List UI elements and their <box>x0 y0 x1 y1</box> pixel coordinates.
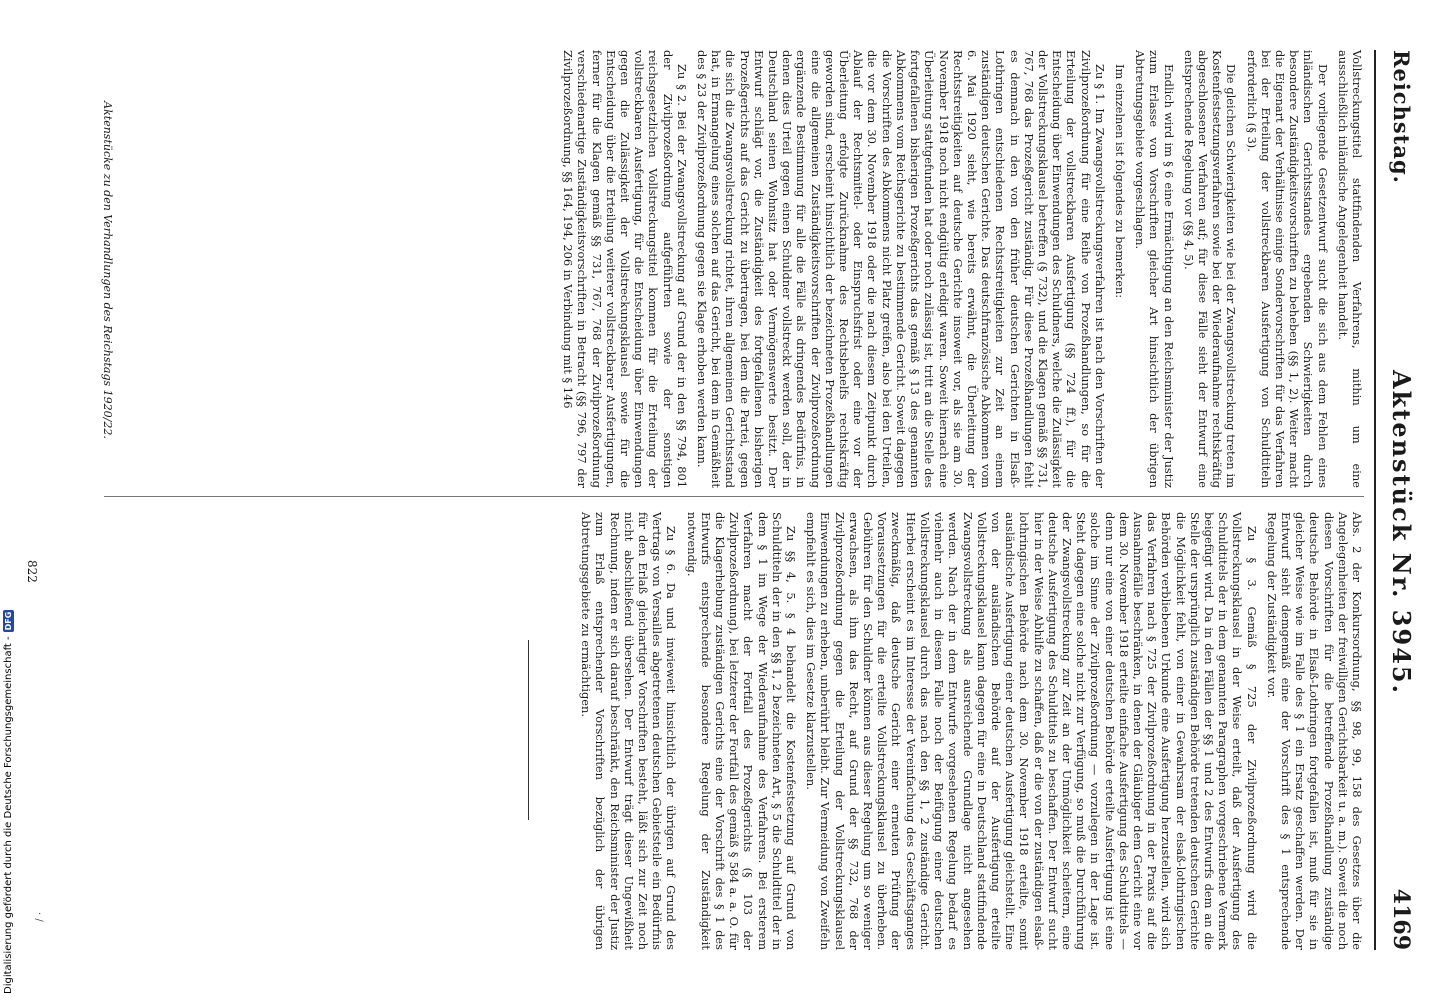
left-text-column <box>64 50 1364 488</box>
paragraph: Im einzelnen ist folgendes zu bemerken: <box>1112 64 1127 299</box>
digitization-credit <box>0 0 16 1000</box>
paragraph: Die gleichen Schwierigkeiten wie bei der Zwangsvollstreckung treten im Kostenfestsetzungsverfahren sowie bei der Wiederaufnahme rechtskräftig abgeschlossener Verfahren auf; für diese Fälle sieht der Entwurf eine entsprechende Regelung vor (§§ 4, 5). <box>1181 50 1239 488</box>
page-header <box>1380 50 1420 950</box>
paragraph: Zu § 1. Im Zwangsvollstreckungsverfahren ist nach den Vorschriften der Zivilprozeßordnung für eine Reihe von Prozeßhandlungen, so für die Erteilung der vollstreckbaren Ausfertigung (§§ 724 ff.), für die Entscheidung über Einwendungen des Schuldners, welche die Zulässigkeit der Vollstreckungsklausel betreffen (§ 732), und die Klagen gemäß §§ 731, 767, 768 das Prozeßgericht zuständig. Für diese Prozeßhandlungen fehlt es demnach in den von den früher deutschen Gerichten in Elsaß-Lothringen entschiedenen Rechtsstreitigkeiten zur Zeit an einem zuständigen deutschen Gerichte. Das deutschfranzösische Abkommen vom 6. Mai 1920 sieht, wie bereits erwähnt, die Überleitung der Rechtsstreitigkeiten auf deutsche Gerichte insoweit vor, als sie am 30. November 1918 noch nicht endgültig erledigt waren. Soweit hiernach eine Überleitung stattgefunden hat oder noch zulässig ist, tritt an die Stelle des fortgefallenen bisherigen Prozeßgerichts das gemäß § 13 des genannten Abkommens vom Reichsgerichte zu bestimmende Gericht. Soweit dagegen die Vorschriften des Abkommens nicht Platz greifen, also bei den Urteilen, die vor dem 30. November 1918 oder die nach diesem Zeitpunkt durch Ablauf der Rechtsmittel- oder Einspruchsfrist oder eine vor der Überleitung erfolgte Zurücknahme des Rechtsbehelfs rechtskräftig geworden sind, erscheint hinsichtlich der bezeichneten Prozeßhandlungen eine die allgemeinen Zuständigkeitsvorschriften der Zivilprozeßordnung ergänzende Bestimmung für alle die Fälle als dringendes Bedürfnis, in denen dies Urteil gegen einen Schuldner vollstreckt werden soll, der in Deutschland seinen Wohnsitz hat oder Vermögenswerte besitzt. Der Entwurf schlägt vor, die Zuständigkeit des fortgefallenen bisherigen Prozeßgerichts auf das Gericht zu übertragen, bei dem die Partei, gegen die sich die Zwangsvollstreckung richtet, ihren allgemeinen Gerichtsstand hat, in Ermangelung eines solchen auf das Gericht, bei dem in Gemäßheit des § 23 der Zivilprozeßordnung gegen sie Klage erhoben werden kann. <box>695 50 1107 488</box>
paragraph: Zu § 2. Bei der Zwangsvollstreckung auf Grund der in den §§ 794, 801 der Zivilprozeßordnung aufgeführten sowie der sonstigen reichsgesetzlichen Vollstreckungstitel kommen für die Erteilung der vollstreckbaren Ausfertigung, für die Entscheidung über Einwendungen gegen die Zulässigkeit der Vollstreckungsklausel sowie für die Entscheidung über die Erteilung weiterer vollstreckbarer Ausfertigungen, ferner für die Klagen gemäß §§ 731, 767, 768 der Zivilprozeßordnung verschiedenartige Zuständigkeitsvorschriften in Betracht (§§ 796, 797 der Zivilprozeßordnung, §§ 164, 194, 206 in Verbindung mit § 146 <box>561 50 689 488</box>
right-text-column <box>114 512 1364 950</box>
footer-page-number: 822 <box>25 560 39 583</box>
header-document-number: Aktenstück Nr. 3945. <box>1387 370 1416 695</box>
paragraph: Zu § 3. Gemäß § 725 der Zivilprozeßordnung wird die Vollstreckungsklausel in der Weise erteilt, daß der Ausfertigung des Schuldtitels der in dem genannten Paragraphen vorgeschriebene Vermerk beigefügt wird. Da in den Fällen der §§ 1 und 2 des Entwurfs dem an die Stelle der ursprünglich zuständigen Behörde tretenden deutschen Gerichte die Möglichkeit fehlt, von einer in Gewahrsam der elsaß-lothringischen Behörden verbliebenen Urkunde eine Ausfertigung herzustellen, wird sich das Verfahren nach § 725 der Zivilprozeßordnung in der Praxis auf die Ausnahmefälle beschränken, in denen der Gläubiger dem Gericht eine vor dem 30. November 1918 erteilte einfache Ausfertigung des Schuldtitels — denn nur eine von einer deutschen Behörde erteilte Ausfertigung ist eine solche im Sinne der Zivilprozeßordnung — vorzulegen in der Lage ist. Steht dagegen eine solche nicht zur Verfügung, so muß die Durchführung der Zwangsvollstreckung zur Zeit an der Unmöglichkeit scheitern, eine deutsche Ausfertigung des Schuldtitels zu beschaffen. Der Entwurf sucht hier in der Weise Abhilfe zu schaffen, daß er die von der zuständigen elsaß-lothringischen Behörde nach dem 30. November 1918 erteilte, somit ausländische Ausfertigung einer deutschen Ausfertigung gleichstellt. Eine von der ausländischen Behörde auf der Ausfertigung erteilte Vollstreckungsklausel kann dagegen für eine in Deutschland stattfindende Zwangsvollstreckung als ausreichende Grundlage nicht angesehen werden. Nach der in dem Entwurfe vorgesehenen Regelung bedarf es vielmehr auch in diesem Falle noch der Beifügung einer deutschen Vollstreckungsklausel durch das nach den §§ 1, 2 zuständige Gericht. Hierbei erscheint es im Interesse der Vereinfachung des Geschäftsganges zweckmäßig, daß deutsche Gericht einer erneuten Prüfung der Voraussetzungen für die erteilte Vollstreckungsklausel zu überheben. Gebühren für den Schuldner können aus dieser Regelung um so weniger erwachsen, als ihm das Recht, auf Grund der §§ 732, 768 der Zivilprozeßordnung gegen die Erteilung der Vollstreckungsklausel Einwendungen zu erheben, unberührt bleibt. Zur Vermeidung von Zweifeln empfiehlt es sich, dies im Gesetze klarzustellen. <box>804 512 1259 950</box>
paragraph: Vollstreckungstitel stattfindenden Verfahrens, mithin um eine ausschließlich inländische Angelegenheit handelt. <box>1335 50 1364 488</box>
paragraph: Abs. 2 der Konkursordnung, §§ 98, 99, 158 des Gesetzes über die Angelegenheiten der freiwilligen Gerichtsbarkeit u. a. m.). Soweit die noch diesen Vorschriften für die betreffende Prozeßhandlung zuständige deutsche Behörde in Elsaß-Lothringen fortgefallen ist, muß für sie in gleicher Weise wie im Falle des § 1 ein Ersatz geschaffen werden. Der Entwurf sieht demgemäß eine der Vorschrift des § 1 entsprechende Regelung der Zuständigkeit vor. <box>1264 512 1364 950</box>
dfg-logo: DFG <box>3 611 13 631</box>
paragraph: Zu § 6. Da und inwieweit hinsichtlich der übrigen auf Grund des Vertrags von Versailles abgetretenen deutschen Gebietsteile ein Bedürfnis für den Erlaß gleichartiger Vorschriften besteht, läßt sich zur Zeit noch nicht abschließend übersehen. Der Entwurf trägt dieser Ungewißheit Rechnung, indem er sich darauf beschränkt, den Reichsminister der Justiz zum Erlaß entsprechender Vorschriften bezüglich der übrigen Abtretungsgebiete zu ermächtigen. <box>579 512 679 950</box>
credit-text: Digitalisierung gefördert durch die Deutsche Forschungsgemeinschaft - <box>2 636 14 994</box>
paragraph: Zu §§ 4, 5. § 4 behandelt die Kostenfestsetzung auf Grund von Schuldtiteln der in den §§ 1, 2 bezeichneten Art, § 5 die Schuldtitel der in dem § 1 im Wege der Wiederaufnahme des Verfahrens. Bei ersterem Verfahren macht der Fortfall des Prozeßgerichts (§ 103 der Zivilprozeßordnung), bei letzterer der Fortfall des gemäß § 584 a. a. O. für die Klagerhebung zuständigen Gerichts eine der Vorschrift des § 1 des Entwurfs entsprechende besondere Regelung der Zuständigkeit notwendig. <box>684 512 799 950</box>
column-divider <box>104 496 1364 497</box>
section-end-rule <box>528 640 529 820</box>
header-page-number: 4169 <box>1388 888 1414 950</box>
header-rule <box>1374 50 1376 950</box>
paragraph: Endlich wird im § 6 eine Ermächtigung an den Reichsminister der Justiz zum Erlasse von Vorschriften gleicher Art hinsichtlich der übrigen Abtretungsgebiete vorgeschlagen. <box>1133 50 1176 488</box>
header-reichstag: Reichstag. <box>1389 50 1414 184</box>
source-line: Aktenstücke zu den Verhandlungen des Reichstags 1920/22. <box>101 101 114 439</box>
stray-mark: · / <box>33 912 44 922</box>
paragraph: Der vorliegende Gesetzentwurf sucht die sich aus dem Fehlen eines inländischen Gerichtsstandes ergebenden Schwierigkeiten durch besondere Zuständigkeitsvorschriften zu beheben (§§ 1, 2). Weiter macht die Eigenart der Verhältnisse einige Sondervorschriften für das Verfahren bei der Erteilung der vollstreckbaren Ausfertigung von Schuldtiteln erforderlich (§ 3). <box>1244 50 1330 488</box>
